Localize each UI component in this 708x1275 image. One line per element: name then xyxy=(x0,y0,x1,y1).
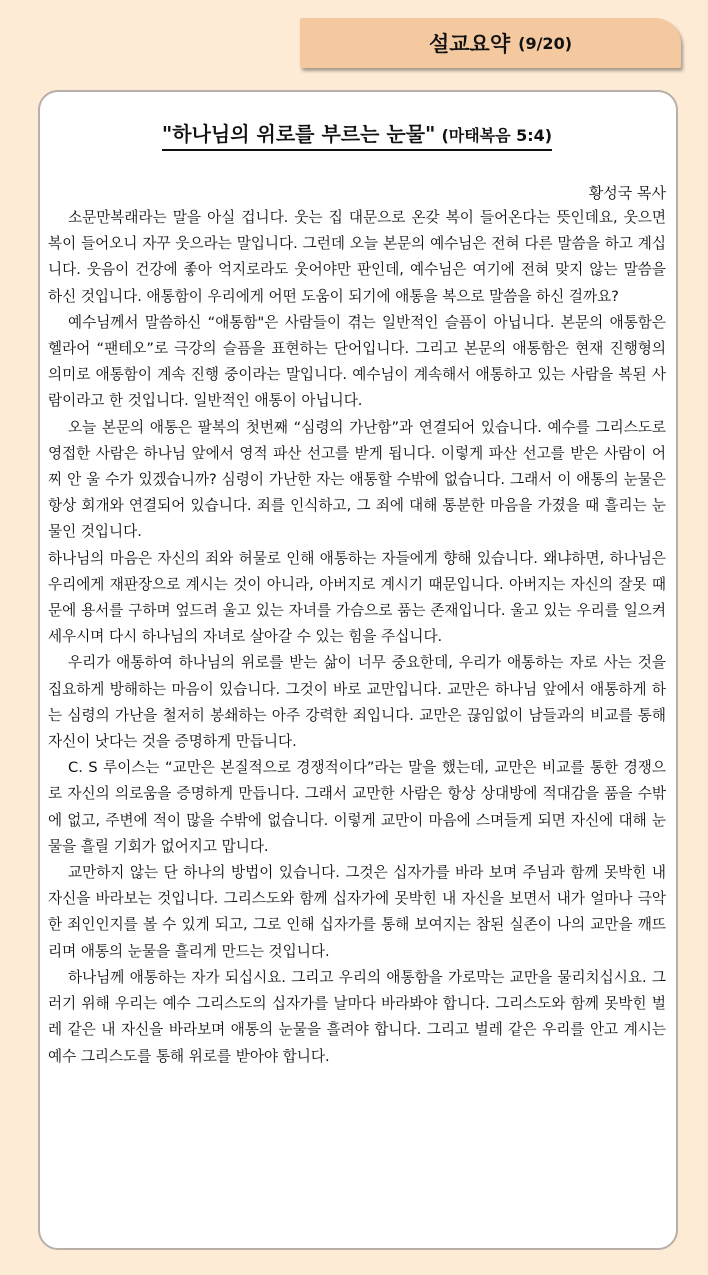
paragraph: 소문만복래라는 말을 아실 겁니다. 웃는 집 대문으로 온갖 복이 들어온다는 뜻인데요, 웃으면 복이 들어오니 자꾸 웃으라는 말입니다. 그런데 오늘 본문의 예수님은 전혀 다른 말씀을 하고 계십니다. 웃음이 건강에 좋아 억지로라도 웃어야만 판인데, 예수님은 여기에 전혀 맞지 않는 말씀을 하신 것입니다. 애통함이 우리에게 어떤 도움이 되기에 애통을 복으로 말씀을 하신 걸까요? xyxy=(48,209,666,305)
paragraph: 예수님께서 말씀하신 “애통함"은 사람들이 겪는 일반적인 슬픔이 아닙니다. 본문의 애통함은 헬라어 “팬테오”로 극강의 슬픔을 표현하는 단어입니다. 그리고 본문의 애통함은 현재 진행형의 의미로 애통함이 계속 진행 중이라는 말입니다. 예수님이 계속해서 애통하고 있는 사람을 복된 사람이라고 한 것입니다. 일반적인 애통이 아닙니다. xyxy=(48,313,666,410)
sermon-title xyxy=(48,118,666,147)
paragraph: 교만하지 않는 단 하나의 방법이 있습니다. 그것은 십자가를 바라 보며 주님과 함께 못박힌 내 자신을 바라보는 것입니다. 그리스도와 함께 십자가에 못박힌 내 자신을 보면서 내가 얼마나 극악한 죄인인지를 볼 수 있게 되고, 그로 인해 십자가를 통해 보여지는 참된 실존이 나의 교만을 깨뜨리며 애통의 눈물을 흘리게 만드는 것입니다. xyxy=(48,864,666,960)
sermon-title-underlined xyxy=(162,122,552,151)
sermon-body xyxy=(48,205,666,1070)
paragraph: C. S 루이스는 “교만은 본질적으로 경쟁적이다”라는 말을 했는데, 교만은 비교를 통한 경쟁으로 자신의 의로움을 증명하게 만듭니다. 그래서 교만한 사람은 항상 상대방에 적대감을 품을 수밖에 없고, 주변에 적이 많을 수밖에 없습니다. 이렇게 교만이 마음에 스며들게 되면 자신에 대해 눈물을 흘릴 기회가 없어지고 맙니다. xyxy=(48,759,666,855)
sermon-card xyxy=(38,90,678,1250)
sermon-title-text: "하나님의 위로를 부르는 눈물" xyxy=(161,122,436,146)
paragraph: 오늘 본문의 애통은 팔복의 첫번째 “심령의 가난함”과 연결되어 있습니다. 예수를 그리스도로 영접한 사람은 하나님 앞에서 영적 파산 선고를 받게 됩니다. 이렇게 파산 선고를 받은 사람이 어찌 안 울 수가 있겠습니까? 심령이 가난한 자는 애통할 수밖에 없습니다. 그래서 이 애통의 눈물은 항상 회개와 연결되어 있습니다. 죄를 인식하고, 그 죄에 대해 통분한 마음을 가졌을 때 흘리는 눈물인 것입니다. xyxy=(48,418,666,541)
header-date: (9/20) xyxy=(518,33,573,53)
scripture-reference: (마태복음 5:4) xyxy=(441,126,553,145)
preacher-name: 황성국 목사 xyxy=(588,184,666,202)
header-title: 설교요약 xyxy=(428,32,511,56)
header-tab xyxy=(300,18,681,68)
paragraph: 하나님의 마음은 자신의 죄와 허물로 인해 애통하는 자들에게 향해 있습니다. 왜냐하면, 하나님은 우리에게 재판장으로 계시는 것이 아니라, 아버지로 계시기 때문입니다. 아버지는 자신의 잘못 때문에 용서를 구하며 엎드려 울고 있는 자녀를 가슴으로 품는 존재입니다. 울고 있는 우리를 일으켜 세우시며 다시 하나님의 자녀로 살아갈 수 있는 힘을 주십니다. xyxy=(48,549,666,646)
paragraph: 하나님께 애통하는 자가 되십시요. 그리고 우리의 애통함을 가로막는 교만을 물리치십시요. 그러기 위해 우리는 예수 그리스도의 십자가를 날마다 바라봐야 합니다. 그리스도와 함께 못박힌 벌레 같은 내 자신을 바라보며 애통의 눈물을 흘려야 합니다. 그리고 벌레 같은 우리를 안고 계시는 예수 그리스도를 통해 위로를 받아야 합니다. xyxy=(48,968,666,1065)
paragraph: 우리가 애통하여 하나님의 위로를 받는 삶이 너무 중요한데, 우리가 애통하는 자로 사는 것을 집요하게 방해하는 마음이 있습니다. 그것이 바로 교만입니다. 교만은 하나님 앞에서 애통하게 하는 심령의 가난을 철저히 봉쇄하는 아주 강력한 죄입니다. 교만은 끊임없이 남들과의 비교를 통해 자신이 낫다는 것을 증명하게 만듭니다. xyxy=(48,654,666,751)
